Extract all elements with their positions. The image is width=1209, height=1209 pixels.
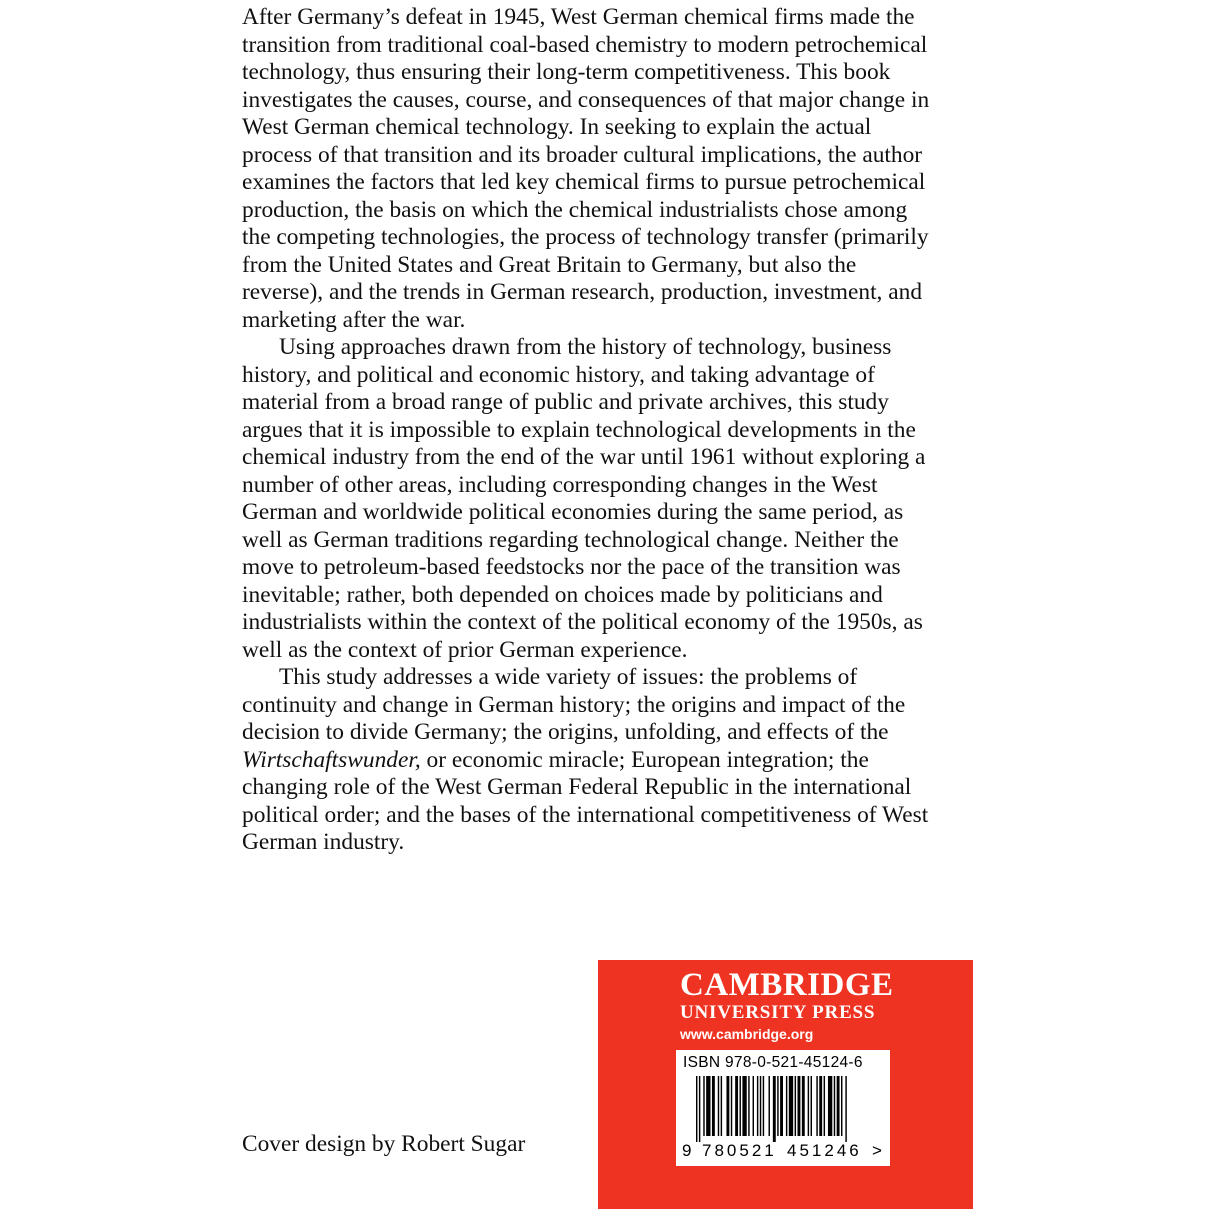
barcode-bar <box>718 1076 719 1136</box>
barcode-bar <box>721 1076 722 1136</box>
cover-design-credit: Cover design by Robert Sugar <box>242 1131 526 1157</box>
barcode-bar <box>819 1076 822 1136</box>
blurb-paragraph-1: After Germany’s defeat in 1945, West German chemical firms made the transition from traditional coal-based chemistry to modern petrochemical technology, thus ensuring their long-term competitiveness. This book investigates the causes, course, and consequences of that major change in West German chemical technology. In seeking to explain the actual process of that transition and its broader cultural implications, the author examines the factors that led key chemical firms to pursue petrochemical production, the basis on which the chemical industrialists chose among the competing technologies, the process of technology transfer (primarily from the United States and Great Britain to Germany, but also the reverse), and the trends in German research, production, investment, and marketing after the war. <box>242 4 930 333</box>
barcode-bar <box>760 1076 761 1136</box>
barcode-bar <box>696 1076 697 1142</box>
barcode-bar <box>699 1076 700 1142</box>
barcode-bar <box>811 1076 812 1136</box>
publisher-name-line2: UNIVERSITY PRESS <box>680 1002 876 1023</box>
barcode-bar <box>742 1076 746 1136</box>
barcode-bar <box>735 1076 738 1136</box>
barcode-bar <box>769 1076 770 1136</box>
blurb-paragraph-3-end: or economic miracle; European integration; the changing role of the West German Federal Republic in the international political order; and the bases of the international competitiveness of West German industry. <box>242 746 929 855</box>
barcode-bar <box>757 1076 758 1136</box>
blurb-italic-term: Wirtschaftswunder, <box>242 746 421 773</box>
barcode-bar <box>816 1076 817 1136</box>
barcode-bar <box>789 1076 793 1136</box>
publisher-name-line1: CAMBRIDGE <box>680 967 894 1003</box>
barcode-bar <box>748 1076 749 1136</box>
publisher-panel <box>598 960 973 1209</box>
blurb-paragraph-2: Using approaches drawn from the history of technology, business history, and political and economic history, and taking advantage of material from a broad range of public and private archives, this study argues that it is impossible to explain technological developments in the chemical industry from the end of the war until 1961 without exploring a number of other areas, including corresponding changes in the West German and worldwide political economies during the same period, as well as German traditions regarding technological change. Neither the move to petroleum-based feedstocks nor the pace of the transition was inevitable; rather, both depended on choices made by politicians and industrialists within the context of the political economy of the 1950s, as well as the context of prior German experience. <box>242 334 926 663</box>
barcode-bar <box>808 1076 809 1136</box>
barcode-bar <box>740 1076 741 1136</box>
barcode-bar <box>777 1076 778 1136</box>
blurb-paragraph-3 <box>242 664 932 857</box>
barcode-bars <box>682 1076 884 1142</box>
barcode-bar <box>703 1076 704 1136</box>
barcode-bar <box>845 1076 846 1142</box>
barcode-bar <box>712 1076 715 1136</box>
barcode-bar <box>828 1076 832 1136</box>
barcode-bar <box>824 1076 825 1136</box>
blurb-paragraph-3-start: This study addresses a wide variety of issues: the problems of continuity and change in German history; the origins and impact of the decision to divide Germany; the origins, unfolding, and effects of the <box>242 664 906 745</box>
publisher-url: www.cambridge.org <box>680 1026 814 1042</box>
barcode-group-1: 780521 <box>702 1141 777 1160</box>
barcode-bar <box>780 1076 783 1136</box>
barcode-bar <box>834 1076 835 1136</box>
isbn-barcode <box>676 1050 890 1166</box>
barcode-bar <box>841 1076 842 1136</box>
barcode-first-digit: 9 <box>682 1141 692 1160</box>
barcode-bar <box>706 1076 710 1136</box>
barcode-group-2: 451246 <box>787 1141 862 1160</box>
barcode-end-mark: > <box>872 1141 882 1160</box>
barcode-bar <box>753 1076 754 1136</box>
barcode-bar <box>802 1076 805 1136</box>
barcode-bar <box>773 1076 776 1142</box>
barcode-bar <box>798 1076 801 1136</box>
barcode-bar <box>837 1076 840 1136</box>
barcode-bar <box>786 1076 787 1136</box>
back-cover-blurb <box>242 4 932 857</box>
barcode-bar <box>731 1076 732 1136</box>
isbn-label: ISBN 978-0-521-45124-6 <box>683 1054 863 1071</box>
publisher-logo-text <box>680 968 894 1024</box>
barcode-bar <box>795 1076 796 1136</box>
barcode-bar <box>763 1076 764 1136</box>
barcode-bar <box>726 1076 729 1136</box>
